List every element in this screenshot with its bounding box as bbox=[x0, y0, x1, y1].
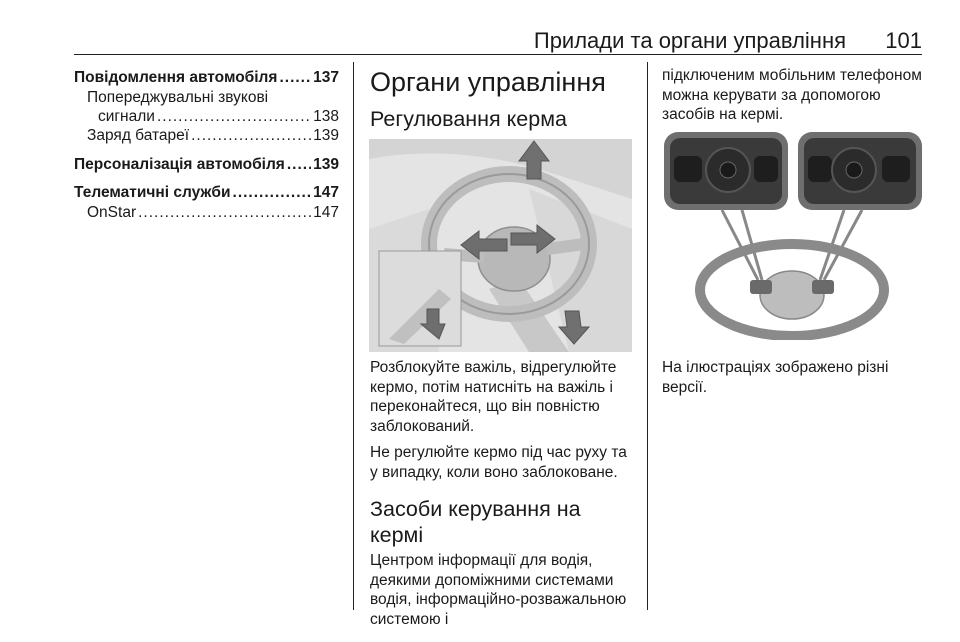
paragraph-adjust-warning: Не регулюйте кермо під час руху та у випадку, коли воно заблоковане. bbox=[370, 444, 627, 481]
toc-entry[interactable] bbox=[74, 155, 339, 175]
section-heading-steering-adjustment: Регулювання керма bbox=[370, 107, 567, 131]
toc-entry-title: Заряд батареї bbox=[87, 127, 190, 144]
toc-entry-title: Повідомлення автомобіля bbox=[74, 69, 278, 86]
toc-entry-page: 139 bbox=[313, 127, 339, 144]
toc-entry-page: 147 bbox=[313, 203, 339, 221]
toc-leader-dots bbox=[233, 183, 312, 202]
steering-wheel-adjustment-illustration bbox=[369, 139, 632, 352]
toc-entry[interactable] bbox=[74, 183, 339, 203]
right-column bbox=[662, 66, 924, 125]
toc-leader-dots bbox=[157, 107, 311, 126]
header-title: Прилади та органи управління bbox=[533, 28, 846, 53]
toc-entry-page: 138 bbox=[313, 107, 339, 125]
toc-entry-page: 147 bbox=[313, 184, 339, 201]
column-divider-right bbox=[647, 62, 648, 610]
figure-caption: На ілюстраціях зображено різні версії. bbox=[662, 359, 889, 396]
toc-leader-dots bbox=[287, 155, 311, 174]
page-number: 101 bbox=[885, 28, 922, 53]
toc-leader-dots bbox=[191, 126, 311, 145]
column-divider-left bbox=[353, 62, 354, 610]
toc-entry[interactable] bbox=[74, 126, 339, 146]
toc-leader-dots bbox=[279, 68, 311, 87]
section-heading-steering-controls: Засоби керування на кермі bbox=[370, 497, 581, 547]
toc-leader-dots bbox=[138, 203, 311, 222]
steering-wheel-controls-illustration bbox=[662, 130, 924, 340]
toc-entry[interactable] bbox=[74, 68, 339, 88]
main-column-lower bbox=[370, 358, 633, 629]
paragraph-controls-continuation: підключеним мобільним телефоном можна керувати за допомогою засобів на кермі. bbox=[662, 67, 922, 123]
page-header bbox=[74, 28, 922, 52]
main-column bbox=[370, 66, 633, 132]
table-of-contents bbox=[74, 68, 339, 222]
toc-entry-page: 137 bbox=[313, 69, 339, 86]
chapter-heading: Органи управління bbox=[370, 67, 606, 97]
toc-entry-title: OnStar bbox=[87, 203, 137, 221]
toc-entry-title: Телематичні служби bbox=[74, 184, 231, 201]
toc-entry-title: Попереджувальні звукові bbox=[87, 88, 269, 106]
right-column-lower bbox=[662, 358, 924, 397]
toc-entry-page: 139 bbox=[313, 155, 339, 173]
toc-entry-title: сигнали bbox=[98, 107, 155, 125]
toc-entry[interactable] bbox=[74, 88, 339, 107]
paragraph-adjust-instructions: Розблокуйте важіль, відрегулюйте кермо, потім натисніть на важіль і переконайтеся, що він повністю заблокований. bbox=[370, 359, 617, 435]
toc-entry[interactable] bbox=[74, 203, 339, 223]
paragraph-controls-intro: Центром інформації для водія, деякими допоміжними системами водія, інформаційно-розважальною системою і bbox=[370, 552, 627, 628]
toc-entry[interactable] bbox=[74, 107, 339, 127]
header-divider bbox=[74, 54, 922, 55]
toc-entry-title: Персоналізація автомобіля bbox=[74, 155, 285, 173]
